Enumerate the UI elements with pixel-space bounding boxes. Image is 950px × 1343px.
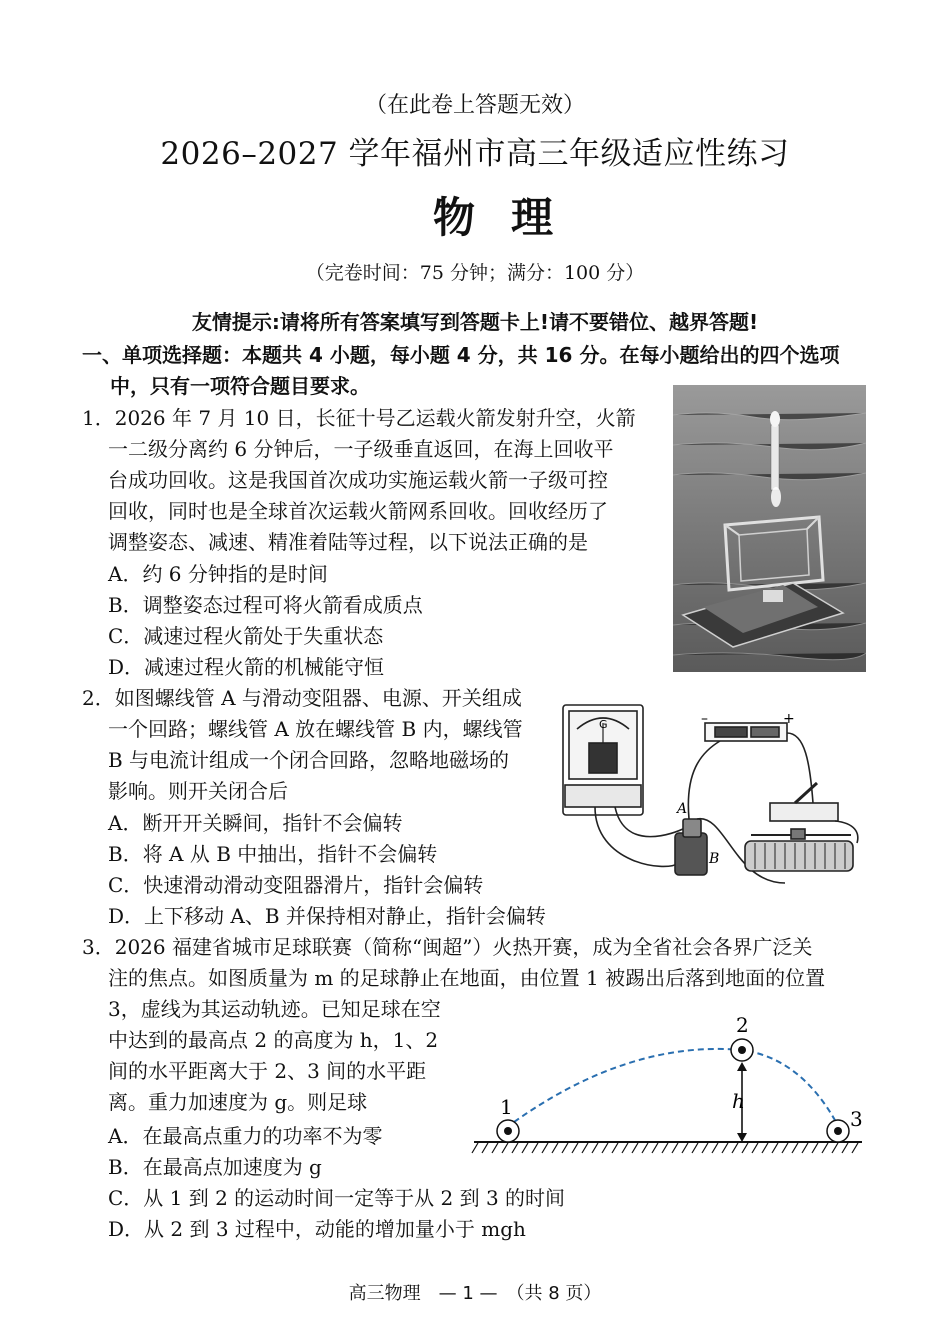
subject-title: 物理 [432, 193, 589, 242]
ground-hatching [472, 1143, 858, 1153]
ball-2 [731, 1039, 753, 1061]
galvanometer-label: G [599, 718, 608, 731]
q2-line: 影响。则开关闭合后 [108, 779, 288, 803]
q3-option-c: C．从 1 到 2 的运动时间一定等于从 2 到 3 的时间 [108, 1186, 566, 1210]
position-2-label: 2 [736, 1013, 749, 1037]
page-footer: 高三物理 — 1 — （共 8 页） [348, 1283, 602, 1304]
q1-line: 一二级分离约 6 分钟后，一子级垂直返回，在海上回收平 [108, 437, 614, 461]
friendly-tip: 友情提示:请将所有答案填写到答题卡上!请不要错位、越界答题! [191, 310, 759, 334]
rocket-exhaust [771, 487, 781, 507]
notice-text: （在此卷上答题无效） [364, 93, 585, 118]
solenoid-a [683, 819, 701, 837]
height-label: h [732, 1089, 745, 1113]
section-heading-line2: 中，只有一项符合题目要求。 [110, 374, 370, 398]
rocket-top-flame [770, 411, 780, 427]
label-b: B [709, 851, 720, 867]
q1-option-a: A．约 6 分钟指的是时间 [108, 562, 328, 586]
solenoid-b [675, 833, 707, 875]
q3-option-d: D．从 2 到 3 过程中，动能的增加量小于 mgh [108, 1217, 526, 1241]
rheostat [745, 841, 853, 871]
ball-3 [827, 1120, 849, 1142]
label-a: A [677, 801, 688, 817]
q3-option-a: A．在最高点重力的功率不为零 [108, 1124, 383, 1148]
switch [770, 803, 838, 821]
q3-line: 3，虚线为其运动轨迹。已知足球在空 [108, 997, 441, 1021]
q3-line: 3．2026 福建省城市足球联赛（简称“闽超”）火热开赛，成为全省社会各界广泛关 [82, 935, 813, 959]
q1-option-b: B．调整姿态过程可将火箭看成质点 [108, 593, 423, 617]
q1-option-c: C．减速过程火箭处于失重状态 [108, 624, 384, 648]
battery-plus-label: + [783, 711, 795, 727]
section-heading-line1: 一、单项选择题：本题共 4 小题，每小题 4 分，共 16 分。在每小题给出的四个选项 [82, 343, 840, 367]
q2-option-c: C．快速滑动滑动变阻器滑片，指针会偏转 [108, 873, 484, 897]
q1-line: 调整姿态、减速、精准着陆等过程，以下说法正确的是 [108, 530, 588, 554]
q2-line: 2．如图螺线管 A 与滑动变阻器、电源、开关组成 [82, 686, 522, 710]
battery-minus-label: – [701, 711, 708, 727]
question-1 [82, 403, 636, 558]
q2-option-a: A．断开开关瞬间，指针不会偏转 [108, 811, 403, 835]
rocket-body [771, 425, 779, 490]
trajectory-figure [470, 1010, 870, 1160]
exam-title: 2026–2027 学年福州市高三年级适应性练习 [160, 136, 790, 172]
circuit-figure [555, 693, 870, 905]
q1-line: 回收，同时也是全球首次运载火箭网系回收。回收经历了 [108, 499, 608, 523]
question-2 [82, 683, 523, 807]
q3-line: 注的焦点。如图质量为 m 的足球静止在地面，由位置 1 被踢出后落到地面的位置 [108, 966, 826, 990]
q1-line: 1．2026 年 7 月 10 日，长征十号乙运载火箭发射升空，火箭 [82, 406, 636, 430]
q2-line: B 与电流计组成一个闭合回路，忽略地磁场的 [108, 748, 510, 772]
q2-line: 一个回路；螺线管 A 放在螺线管 B 内，螺线管 [108, 717, 523, 741]
q1-option-d: D．减速过程火箭的机械能守恒 [108, 655, 385, 679]
ball-1 [497, 1120, 519, 1142]
rocket-landing-photo [673, 385, 866, 672]
q1-line: 台成功回收。这是我国首次成功实施运载火箭一子级可控 [108, 468, 608, 492]
q2-option-b: B．将 A 从 B 中抽出，指针不会偏转 [108, 842, 438, 866]
q2-option-d: D．上下移动 A、B 并保持相对静止，指针会偏转 [108, 904, 546, 928]
q3-line: 间的水平距离大于 2、3 间的水平距 [108, 1059, 427, 1083]
exam-meta: （完卷时间：75 分钟；满分：100 分） [305, 262, 645, 284]
position-1-label: 1 [500, 1095, 513, 1119]
q3-line: 中达到的最高点 2 的高度为 h，1、2 [108, 1028, 439, 1052]
q3-option-b: B．在最高点加速度为 g [108, 1155, 322, 1179]
trajectory-curve [514, 1049, 836, 1122]
position-3-label: 3 [850, 1107, 863, 1131]
q3-line: 离。重力加速度为 g。则足球 [108, 1090, 368, 1114]
